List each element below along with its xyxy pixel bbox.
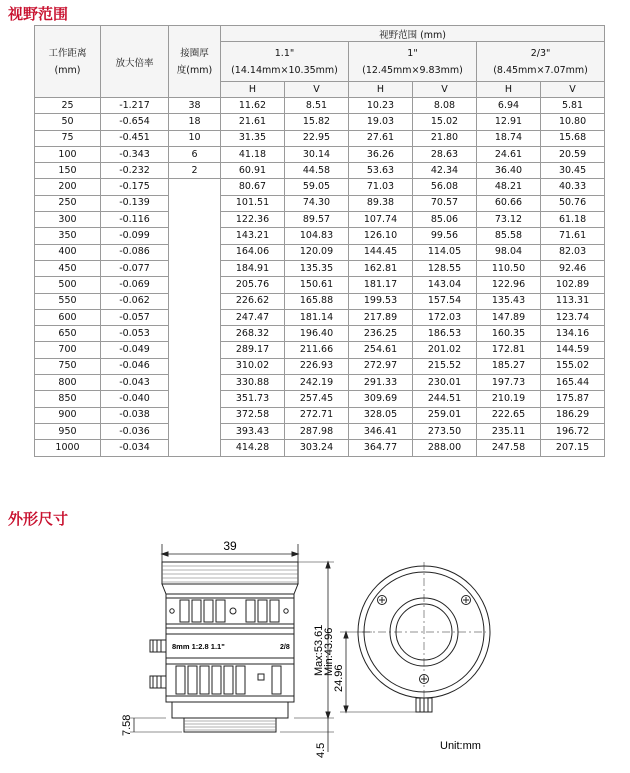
table-row [35, 244, 605, 260]
table-cell: 89.57 [285, 212, 349, 228]
table-cell [169, 277, 221, 293]
table-cell: 217.89 [349, 309, 413, 325]
table-cell: 56.08 [413, 179, 477, 195]
table-row [35, 375, 605, 391]
table-cell: 21.61 [221, 114, 285, 130]
table-row [35, 260, 605, 276]
table-cell: 309.69 [349, 391, 413, 407]
table-cell: 600 [35, 309, 101, 325]
table-cell: 250 [35, 195, 101, 211]
table-cell: 500 [35, 277, 101, 293]
max-dim-label: Max:53.61 [313, 624, 325, 676]
table-cell: 59.05 [285, 179, 349, 195]
table-cell: 18 [169, 114, 221, 130]
table-cell: 372.58 [221, 407, 285, 423]
unit-label: Unit:mm [440, 740, 481, 752]
table-cell: 259.01 [413, 407, 477, 423]
table-cell: 135.35 [285, 260, 349, 276]
table-cell: 350 [35, 228, 101, 244]
table-cell: 150 [35, 163, 101, 179]
table-cell: 181.17 [349, 277, 413, 293]
table-cell: 110.50 [477, 260, 541, 276]
table-row [35, 326, 605, 342]
lens-mark-2: 2/8 [280, 644, 290, 651]
table-cell: 143.04 [413, 277, 477, 293]
table-cell: 1000 [35, 440, 101, 456]
table-cell: 128.55 [413, 260, 477, 276]
table-cell: 85.58 [477, 228, 541, 244]
table-cell: 196.72 [541, 423, 605, 439]
table-cell [169, 342, 221, 358]
sensor-name: 1" [407, 47, 418, 59]
table-cell [169, 293, 221, 309]
table-cell: -0.175 [101, 179, 169, 195]
table-cell: 20.59 [541, 146, 605, 162]
sensor-header-2 [349, 42, 477, 82]
table-row [35, 342, 605, 358]
table-cell: 28.63 [413, 146, 477, 162]
table-cell: 19.03 [349, 114, 413, 130]
table-cell: 165.44 [541, 375, 605, 391]
table-cell: 75 [35, 130, 101, 146]
table-cell: 6.94 [477, 98, 541, 114]
table-cell: 42.34 [413, 163, 477, 179]
table-cell: -0.062 [101, 293, 169, 309]
table-cell: 900 [35, 407, 101, 423]
table-cell: 351.73 [221, 391, 285, 407]
table-cell: 289.17 [221, 342, 285, 358]
table-cell: 41.18 [221, 146, 285, 162]
table-cell: 172.03 [413, 309, 477, 325]
table-cell: 5.81 [541, 98, 605, 114]
table-cell: 800 [35, 375, 101, 391]
table-cell: 31.35 [221, 130, 285, 146]
table-row [35, 130, 605, 146]
table-cell: 98.04 [477, 244, 541, 260]
table-cell: 162.81 [349, 260, 413, 276]
table-cell: -0.038 [101, 407, 169, 423]
table-cell: 70.57 [413, 195, 477, 211]
table-cell: -0.053 [101, 326, 169, 342]
table-cell: 230.01 [413, 375, 477, 391]
table-cell: 100 [35, 146, 101, 162]
table-cell: 186.29 [541, 407, 605, 423]
table-cell: -0.139 [101, 195, 169, 211]
table-cell: 22.95 [285, 130, 349, 146]
table-cell: 122.36 [221, 212, 285, 228]
table-cell: 303.24 [285, 440, 349, 456]
table-cell: 53.63 [349, 163, 413, 179]
table-cell: 165.88 [285, 293, 349, 309]
table-cell: 550 [35, 293, 101, 309]
table-cell: 15.68 [541, 130, 605, 146]
table-cell: 50 [35, 114, 101, 130]
table-cell: 215.52 [413, 358, 477, 374]
table-cell: -0.451 [101, 130, 169, 146]
table-cell: 27.61 [349, 130, 413, 146]
table-cell [169, 179, 221, 195]
table-cell: 99.56 [413, 228, 477, 244]
dimensions-section-title: 外形尺寸 [8, 510, 69, 528]
table-cell [169, 228, 221, 244]
table-row [35, 179, 605, 195]
table-cell: 11.62 [221, 98, 285, 114]
table-cell: 40.33 [541, 179, 605, 195]
table-cell: 10.23 [349, 98, 413, 114]
table-cell: -0.069 [101, 277, 169, 293]
table-cell: 102.89 [541, 277, 605, 293]
table-cell: -0.232 [101, 163, 169, 179]
table-cell: 414.28 [221, 440, 285, 456]
table-cell: 226.62 [221, 293, 285, 309]
table-cell: 201.02 [413, 342, 477, 358]
table-cell: 30.14 [285, 146, 349, 162]
table-row [35, 358, 605, 374]
table-cell: 364.77 [349, 440, 413, 456]
table-cell: 89.38 [349, 195, 413, 211]
sensor-size: (12.45mm×9.83mm) [362, 64, 463, 76]
table-cell: 287.98 [285, 423, 349, 439]
table-cell: 288.00 [413, 440, 477, 456]
table-cell: 144.59 [541, 342, 605, 358]
table-cell: 122.96 [477, 277, 541, 293]
table-cell: 85.06 [413, 212, 477, 228]
table-cell [169, 212, 221, 228]
thread-dim-label: 4.5 [315, 742, 327, 758]
table-cell: 200 [35, 179, 101, 195]
table-cell: 73.12 [477, 212, 541, 228]
table-cell: 236.25 [349, 326, 413, 342]
table-cell: 82.03 [541, 244, 605, 260]
table-row [35, 228, 605, 244]
table-row [35, 309, 605, 325]
table-cell: 60.91 [221, 163, 285, 179]
table-cell: 175.87 [541, 391, 605, 407]
table-cell: 750 [35, 358, 101, 374]
table-cell: 92.46 [541, 260, 605, 276]
table-cell: 155.02 [541, 358, 605, 374]
table-cell: 135.43 [477, 293, 541, 309]
table-cell: 18.74 [477, 130, 541, 146]
table-cell: 199.53 [349, 293, 413, 309]
table-cell: 244.51 [413, 391, 477, 407]
table-cell: 123.74 [541, 309, 605, 325]
table-cell: 36.26 [349, 146, 413, 162]
table-cell: 8.51 [285, 98, 349, 114]
table-row [35, 146, 605, 162]
sensor-name: 2/3" [530, 47, 551, 59]
sensor-header-1 [221, 42, 349, 82]
table-cell [169, 423, 221, 439]
table-cell: 185.27 [477, 358, 541, 374]
table-cell: 157.54 [413, 293, 477, 309]
table-cell: 247.47 [221, 309, 285, 325]
table-cell [169, 440, 221, 456]
min-dim-label: Min:43.96 [323, 627, 335, 676]
table-cell: -0.343 [101, 146, 169, 162]
table-row [35, 98, 605, 114]
table-cell: -0.034 [101, 440, 169, 456]
table-cell: 134.16 [541, 326, 605, 342]
table-cell: 12.91 [477, 114, 541, 130]
table-cell: 60.66 [477, 195, 541, 211]
table-cell: 44.58 [285, 163, 349, 179]
v-header: V [285, 82, 349, 98]
table-cell: 2 [169, 163, 221, 179]
table-cell: -0.046 [101, 358, 169, 374]
table-cell [169, 244, 221, 260]
table-cell [169, 309, 221, 325]
table-cell: 25 [35, 98, 101, 114]
table-cell: -0.043 [101, 375, 169, 391]
table-cell: 101.51 [221, 195, 285, 211]
table-cell: 184.91 [221, 260, 285, 276]
table-row [35, 212, 605, 228]
table-cell: 50.76 [541, 195, 605, 211]
table-cell: 650 [35, 326, 101, 342]
table-cell: 272.71 [285, 407, 349, 423]
table-cell: 113.31 [541, 293, 605, 309]
table-row [35, 195, 605, 211]
table-cell: 36.40 [477, 163, 541, 179]
table-cell: -0.116 [101, 212, 169, 228]
table-cell: 104.83 [285, 228, 349, 244]
v-header: V [541, 82, 605, 98]
sensor-header-3 [477, 42, 605, 82]
table-cell: 74.30 [285, 195, 349, 211]
table-cell: 346.41 [349, 423, 413, 439]
table-cell: 126.10 [349, 228, 413, 244]
table-cell: 80.67 [221, 179, 285, 195]
table-row [35, 440, 605, 456]
table-cell: 950 [35, 423, 101, 439]
table-cell [169, 358, 221, 374]
table-cell: -0.049 [101, 342, 169, 358]
table-cell: 186.53 [413, 326, 477, 342]
h-header: H [477, 82, 541, 98]
table-cell [169, 195, 221, 211]
table-cell: 172.81 [477, 342, 541, 358]
table-cell: 30.45 [541, 163, 605, 179]
table-cell: 181.14 [285, 309, 349, 325]
col-header-distance: 工作距离 (mm) [35, 26, 101, 98]
table-cell: 15.02 [413, 114, 477, 130]
table-cell: 196.40 [285, 326, 349, 342]
table-cell: 450 [35, 260, 101, 276]
table-cell: 10 [169, 130, 221, 146]
h-header: H [349, 82, 413, 98]
table-row [35, 163, 605, 179]
table-cell: -0.057 [101, 309, 169, 325]
table-cell: 8.08 [413, 98, 477, 114]
table-cell: 107.74 [349, 212, 413, 228]
table-cell [169, 260, 221, 276]
table-cell: 21.80 [413, 130, 477, 146]
table-cell: 114.05 [413, 244, 477, 260]
table-cell: -0.099 [101, 228, 169, 244]
table-cell: 205.76 [221, 277, 285, 293]
table-cell: 71.03 [349, 179, 413, 195]
table-row [35, 391, 605, 407]
table-cell: 328.05 [349, 407, 413, 423]
table-cell [169, 326, 221, 342]
table-cell: 210.19 [477, 391, 541, 407]
table-cell: 207.15 [541, 440, 605, 456]
table-cell: 48.21 [477, 179, 541, 195]
table-cell: 71.61 [541, 228, 605, 244]
fov-section-title: 视野范围 [8, 5, 69, 23]
table-row [35, 293, 605, 309]
table-row [35, 277, 605, 293]
sensor-name: 1.1" [274, 47, 295, 59]
table-cell: 235.11 [477, 423, 541, 439]
table-cell: 273.50 [413, 423, 477, 439]
table-row [35, 407, 605, 423]
table-cell: 257.45 [285, 391, 349, 407]
table-cell: -0.077 [101, 260, 169, 276]
table-cell: 120.09 [285, 244, 349, 260]
sensor-size: (14.14mm×10.35mm) [231, 64, 338, 76]
table-cell: 24.61 [477, 146, 541, 162]
table-cell: 15.82 [285, 114, 349, 130]
col-group-fov: 视野范围 (mm) [221, 26, 605, 42]
table-cell: 300 [35, 212, 101, 228]
v-header: V [413, 82, 477, 98]
table-cell: 6 [169, 146, 221, 162]
table-cell: 61.18 [541, 212, 605, 228]
table-cell: -0.654 [101, 114, 169, 130]
lens-marking: 8mm 1:2.8 1.1" [172, 642, 225, 651]
table-cell: 254.61 [349, 342, 413, 358]
fov-table [34, 25, 605, 457]
h-header: H [221, 82, 285, 98]
table-cell: -0.040 [101, 391, 169, 407]
table-cell [169, 375, 221, 391]
table-cell: 38 [169, 98, 221, 114]
table-cell: -1.217 [101, 98, 169, 114]
flange-dim-label: 7.58 [121, 714, 133, 736]
table-row [35, 423, 605, 439]
table-row [35, 114, 605, 130]
table-cell: 291.33 [349, 375, 413, 391]
table-cell: -0.036 [101, 423, 169, 439]
table-cell: 144.45 [349, 244, 413, 260]
table-cell: 310.02 [221, 358, 285, 374]
table-cell: 247.58 [477, 440, 541, 456]
table-cell: -0.086 [101, 244, 169, 260]
col-header-ring-thickness: 接圈厚 度(mm) [169, 26, 221, 98]
table-cell: 160.35 [477, 326, 541, 342]
table-cell: 850 [35, 391, 101, 407]
table-cell: 211.66 [285, 342, 349, 358]
sensor-size: (8.45mm×7.07mm) [493, 64, 588, 76]
table-cell: 393.43 [221, 423, 285, 439]
table-cell: 226.93 [285, 358, 349, 374]
table-cell: 164.06 [221, 244, 285, 260]
table-cell [169, 407, 221, 423]
table-cell: 197.73 [477, 375, 541, 391]
table-cell: 242.19 [285, 375, 349, 391]
table-cell: 272.97 [349, 358, 413, 374]
table-cell: 10.80 [541, 114, 605, 130]
table-cell: 222.65 [477, 407, 541, 423]
table-cell: 150.61 [285, 277, 349, 293]
table-cell: 400 [35, 244, 101, 260]
diameter-dim-label: 24.96 [333, 664, 345, 692]
table-cell: 147.89 [477, 309, 541, 325]
length-dim-label: 39 [223, 539, 237, 553]
table-cell: 330.88 [221, 375, 285, 391]
dimension-drawing [100, 536, 530, 766]
table-cell: 143.21 [221, 228, 285, 244]
table-cell: 700 [35, 342, 101, 358]
col-header-magnification: 放大倍率 [101, 26, 169, 98]
table-cell [169, 391, 221, 407]
table-cell: 268.32 [221, 326, 285, 342]
